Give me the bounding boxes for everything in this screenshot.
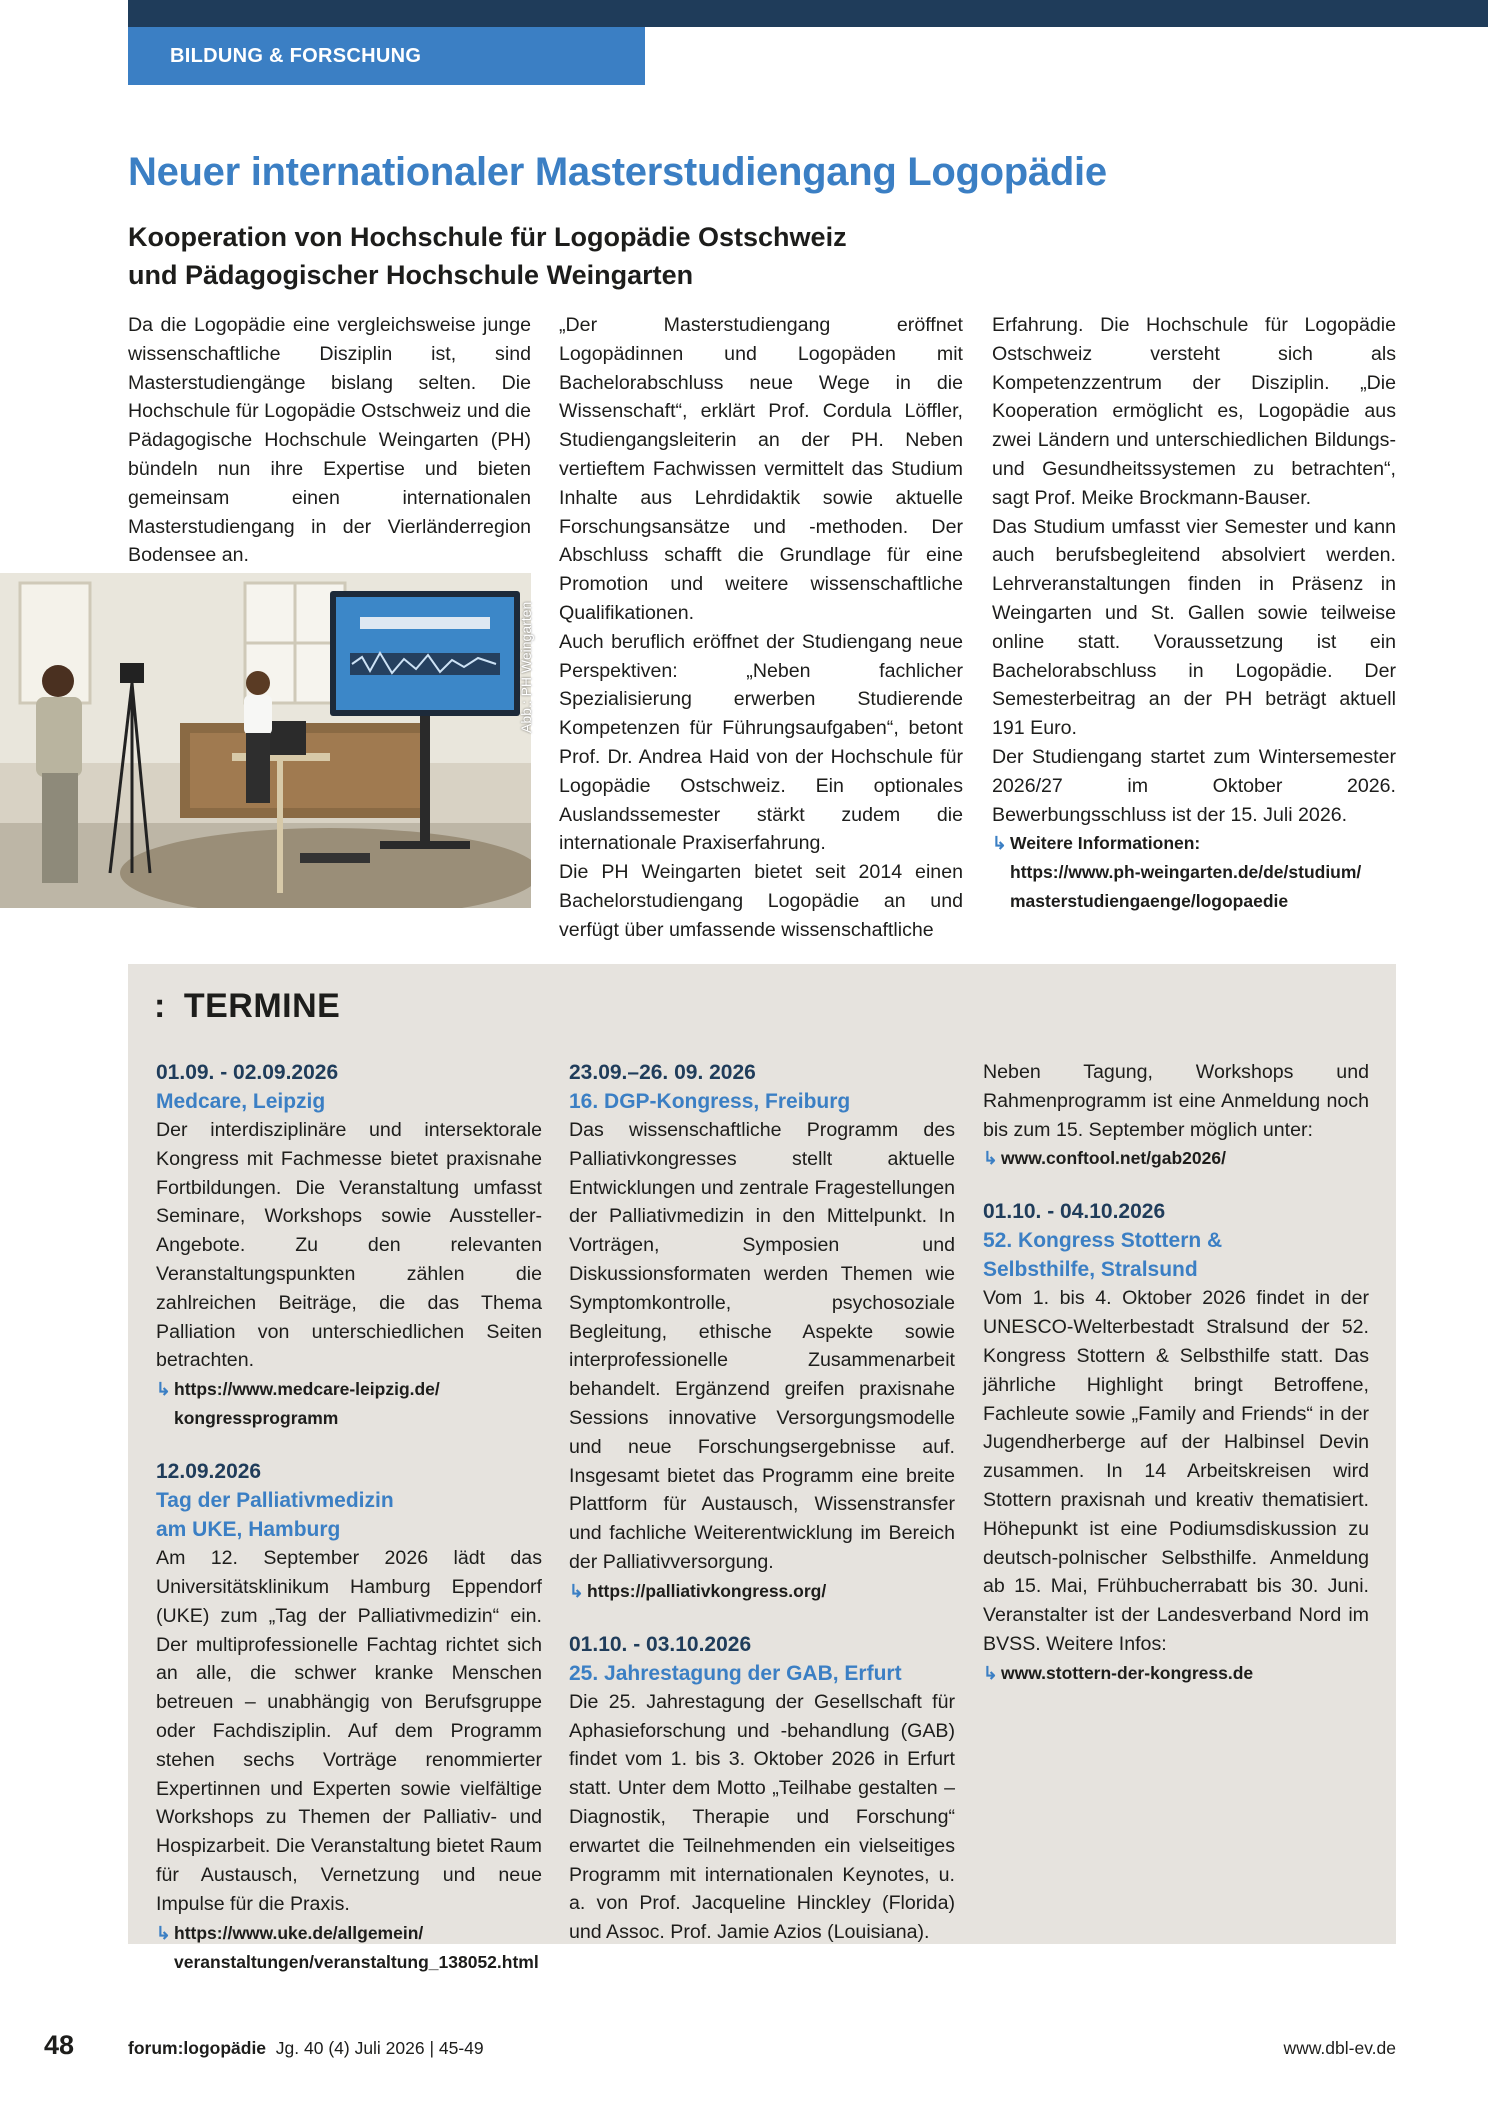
article-subtitle xyxy=(128,218,928,294)
more-info-link[interactable] xyxy=(992,862,1361,911)
event-url-2: veranstaltungen/veranstaltung_138052.html xyxy=(174,1951,539,1972)
termine-column-3 xyxy=(983,1058,1369,1688)
event-name: 16. DGP-Kongress, Freiburg xyxy=(569,1090,851,1113)
termine-title-text: TERMINE xyxy=(183,987,341,1025)
paragraph: Die PH Weingarten bietet seit 2014 einen Bachelorstudiengang Logopädie an und verfügt über umfassende wissenschaftliche xyxy=(559,861,963,941)
journal-issue: Jg. 40 (4) Juli 2026 | 45-49 xyxy=(275,2038,484,2058)
subtitle-line-2: und Pädagogischer Hochschule Weingarten xyxy=(128,260,694,290)
event-link[interactable] xyxy=(569,1577,955,1606)
subtitle-line-1: Kooperation von Hochschule für Logopädie Ostschweiz xyxy=(128,222,847,252)
event-text: Am 12. September 2026 lädt das Universitätsklinikum Hamburg Eppendorf (UKE) zum „Tag der Palliativmedizin“ ein. Der multiprofessionelle Fachtag richtet sich an alle, die schwer kranke Menschen betreuen – unabhängig von Berufsgruppe oder Fachdisziplin. Auf dem Programm stehen sechs Vorträge renommierter Expertinnen und Experten sowie vielfältige Workshops zu Themen der Palliativ- und Hospizarbeit. Die Veranstaltung bietet Raum für Austausch, Vernetzung und neue Impulse für die Praxis. xyxy=(156,1547,542,1915)
event-text: Die 25. Jahrestagung der Gesellschaft für Aphasieforschung und -behandlung (GAB) findet vom 1. bis 3. Oktober 2026 in Erfurt statt. Unter dem Motto „Teilhabe gestalten – Diagnostik, Therapie und Forschung“ erwartet die Teilnehmenden ein vielseitiges Programm mit internationalen Keynotes, u. a. von Prof. Jacqueline Hinckley (Florida) und Assoc. Prof. Jamie Azios (Louisiana). xyxy=(569,1690,955,1944)
more-info-label: Weitere Informationen: xyxy=(1010,833,1201,854)
paragraph: Erfahrung. Die Hochschule für Logopädie Ostschweiz versteht sich als Kompetenzzentrum der Disziplin. „Die Kooperation ermöglicht es, Logopädie aus zwei Ländern und unterschiedlichen Bildungs- und Gesundheitssystemen zu betrachten“, sagt Prof. Meike Brockmann-Bauser. xyxy=(992,314,1396,509)
classroom-photo xyxy=(0,573,531,908)
event-link[interactable] xyxy=(156,1375,542,1433)
paragraph: Auch beruflich eröffnet der Studiengang neue Perspektiven: „Neben fachlicher Spezialisierung erwerben Studierende Kompetenzen für Führungsaufgaben“, betont Prof. Dr. Andrea Haid von der Hochschule für Logopädie Ostschweiz. Ein optionales Auslandssemester stärkt zudem die internationale Praxiserfahrung. xyxy=(559,630,963,855)
event-url: www.conftool.net/gab2026/ xyxy=(1001,1148,1226,1169)
event-name xyxy=(983,1226,1369,1284)
journal-brand: forum:logopädie xyxy=(128,2038,267,2058)
event-date: 12.09.2026 xyxy=(156,1460,262,1484)
event-url-2: kongressprogramm xyxy=(174,1408,339,1429)
paragraph: „Der Masterstudiengang eröffnet Logopädinnen und Logopäden mit Bachelorabschluss neue Wege in die Wissenschaft“, erklärt Prof. Cordula Löffler, Studiengangsleiterin an der PH. Neben vertieftem Fachwissen vermittelt das Studium Inhalte aus Lehrdidaktik sowie aktuelle Forschungsansätze und -methoden. Der Abschluss schafft die Grundlage für eine Promotion und weitere wissenschaftliche Qualifikationen. xyxy=(559,314,963,624)
event-text: Der interdisziplinäre und intersektorale Kongress mit Fachmesse bietet praxisnahe Fortbildungen. Die Veranstaltung umfasst Seminare, Workshops sowie Aussteller-Angebote. Zu den relevanten Veranstaltungspunkten zählen die zahlreichen Beiträge, die das Thema Palliation von unterschiedlichen Seiten betrachten. xyxy=(156,1119,542,1372)
event-name: 25. Jahrestagung der GAB, Erfurt xyxy=(569,1661,902,1685)
article-title: Neuer internationaler Masterstudiengang Logopädie xyxy=(128,150,1107,194)
event-date: 01.10. - 03.10.2026 xyxy=(569,1632,752,1656)
termine-column-2 xyxy=(569,1058,955,1947)
lead-paragraph: Da die Logopädie eine vergleichsweise junge wissenschaftliche Disziplin ist, sind Masterstudiengänge bislang selten. Die Hochschule für Logopädie Ostschweiz und die Pädagogische Hochschule Weingarten (PH) bündeln nun ihre Expertise und bieten gemeinsam einen internationalen Masterstudiengang in der Vierländerregion Bodensee an. xyxy=(128,314,532,567)
photo-credit xyxy=(498,585,534,735)
event-text: Vom 1. bis 4. Oktober 2026 findet in der UNESCO-Welterbestadt Stralsund der 52. Kongress Stottern & Selbsthilfe statt. Das jährliche Highlight bringt Betroffene, Fachleute sowie „Family and Friends“ in der Jugendherberge auf der Halbinsel Devin zusammen. In 14 Arbeitskreisen wird Stottern praxisnah und kreativ thematisiert. Höhepunkt ist eine Podiumsdiskussion zu deutsch-polnischer Selbsthilfe. Anmeldung ab 15. Mai, Frühbucherrabatt bis 30. Juni. Veranstalter ist der Landesverband Nord im BVSS. Weitere Infos: xyxy=(983,1287,1369,1655)
top-bar xyxy=(128,0,1488,27)
article-column-1 xyxy=(128,311,531,570)
link-arrow-icon: ↳ xyxy=(156,1379,171,1400)
page-footer xyxy=(0,2030,1488,2070)
event-url-1: https://www.uke.de/allgemein/ xyxy=(174,1922,424,1943)
more-info-url-2: masterstudiengaenge/logopaedie xyxy=(1010,890,1289,911)
section-tag: BILDUNG & FORSCHUNG xyxy=(128,27,645,85)
event-name-line-1: Tag der Palliativmedizin xyxy=(156,1489,394,1513)
journal-info xyxy=(128,2038,484,2059)
paragraph: Der Studiengang startet zum Wintersemester 2026/27 im Oktober 2026. Bewerbungsschluss ist der 15. Juli 2026. xyxy=(992,745,1396,826)
event-url-1: https://www.medcare-leipzig.de/ xyxy=(174,1379,440,1400)
link-arrow-icon: ↳ xyxy=(156,1922,171,1943)
event-date: 23.09.–26. 09. 2026 xyxy=(569,1061,756,1084)
event-link[interactable] xyxy=(983,1659,1369,1688)
article-column-2 xyxy=(559,311,963,945)
link-arrow-icon: ↳ xyxy=(569,1580,584,1601)
termine-title xyxy=(154,987,340,1026)
event-text: Neben Tagung, Workshops und Rahmenprogramm ist eine Anmeldung noch bis zum 15. September möglich unter: xyxy=(983,1061,1369,1141)
photo-credit-text: Abb.: PH Weingarten xyxy=(518,601,534,733)
event-name-line-1: 52. Kongress Stottern & xyxy=(983,1229,1223,1253)
event-name xyxy=(156,1486,542,1544)
event-link[interactable] xyxy=(983,1144,1369,1173)
event-date: 01.10. - 04.10.2026 xyxy=(983,1200,1166,1224)
more-info xyxy=(992,829,1396,915)
event-date: 01.09. - 02.09.2026 xyxy=(156,1061,339,1084)
event-name: Medcare, Leipzig xyxy=(156,1090,326,1113)
termine-column-1 xyxy=(156,1058,542,1977)
more-info-url-1: https://www.ph-weingarten.de/de/studium/ xyxy=(1010,862,1362,883)
event-name-line-2: Selbsthilfe, Stralsund xyxy=(983,1258,1198,1282)
paragraph: Das Studium umfasst vier Semester und kann auch berufsbegleitend absolviert werden. Lehrveranstaltungen finden in Präsenz in Weingarten und St. Gallen sowie teilweise online statt. Voraussetzung ist ein Bachelorabschluss in Logopädie. Der Semesterbeitrag an der PH beträgt aktuell 191 Euro. xyxy=(992,515,1396,740)
article-photo xyxy=(0,573,531,908)
event-url: www.stottern-der-kongress.de xyxy=(1001,1662,1254,1683)
event-link[interactable] xyxy=(156,1919,542,1977)
link-arrow-icon: ↳ xyxy=(983,1148,998,1169)
event-name-line-2: am UKE, Hamburg xyxy=(156,1518,341,1542)
page-number: 48 xyxy=(44,2030,75,2060)
event-url: https://palliativkongress.org/ xyxy=(587,1580,827,1601)
link-arrow-icon: ↳ xyxy=(983,1662,998,1683)
link-arrow-icon: ↳ xyxy=(992,833,1007,854)
article-column-3 xyxy=(992,311,1396,916)
colon-icon: : xyxy=(154,987,166,1025)
footer-website-link[interactable]: www.dbl-ev.de xyxy=(1283,2038,1396,2058)
event-text: Das wissenschaftliche Programm des Palliativkongresses stellt aktuelle Entwicklungen und zentrale Fragestellungen der Palliativmedizin in den Mittelpunkt. In Vorträgen, Symposien und Diskussionsformaten werden Themen wie Symptomkontrolle, psychosoziale Begleitung, ethische Aspekte sowie interprofessionelle Zusammenarbeit behandelt. Ergänzend greifen praxisnahe Sessions innovative Versorgungsmodelle und neue Forschungsergebnisse auf. Insgesamt bietet das Programm eine breite Plattform für Austausch, Wissenstransfer und fachliche Weiterentwicklung im Bereich der Palliativversorgung. xyxy=(569,1119,955,1573)
